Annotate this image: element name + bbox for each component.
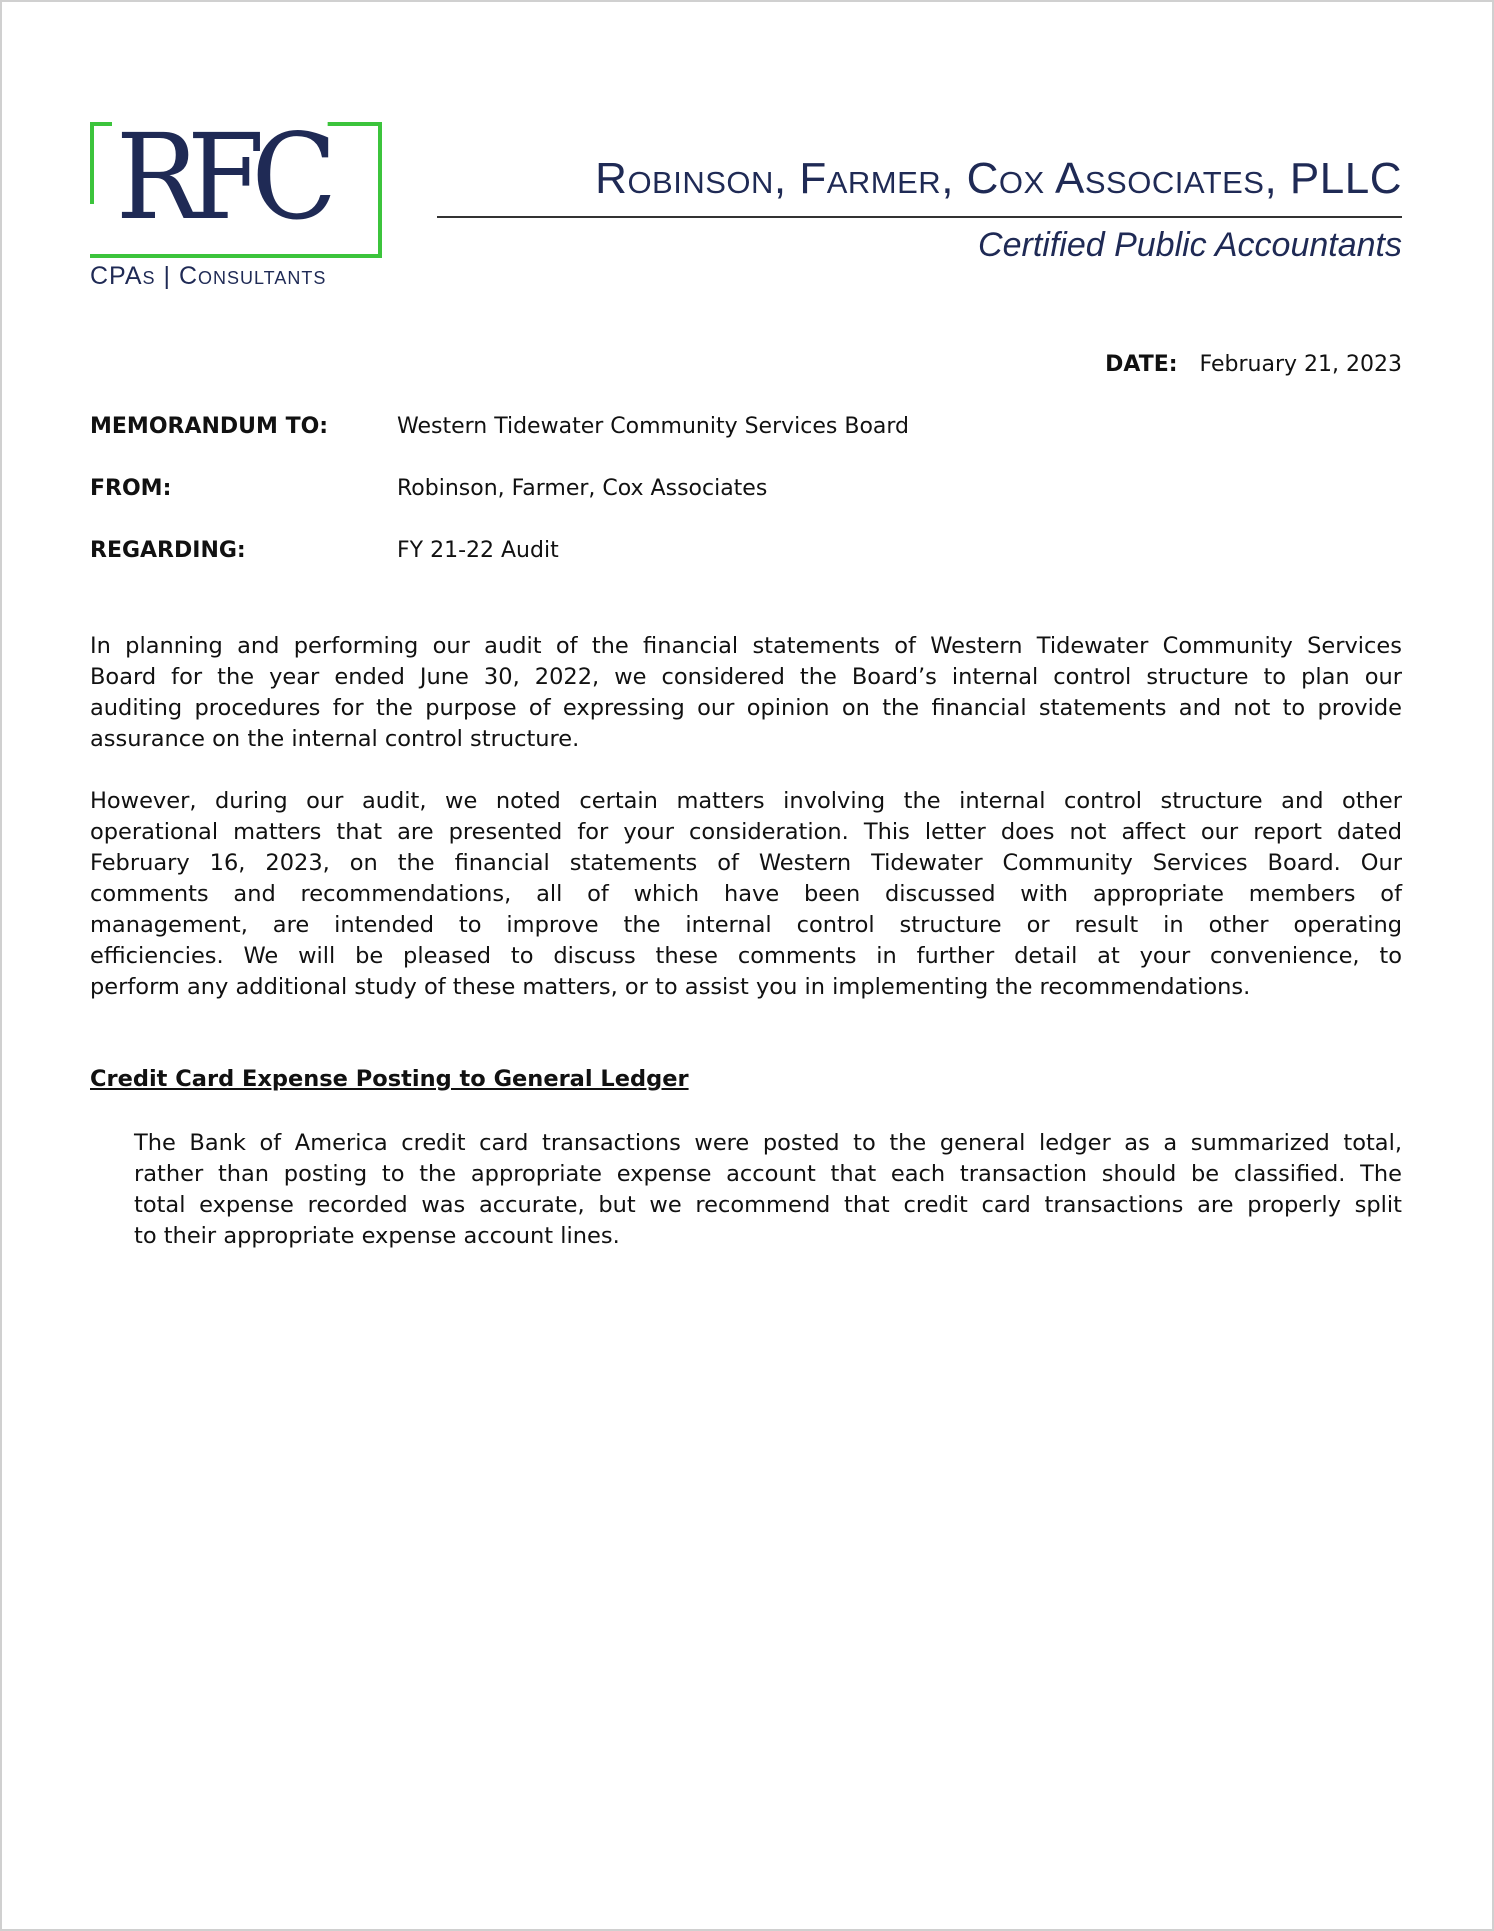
paragraph-line: The Bank of America credit card transactions were posted to the general ledger as a summarized total, bbox=[134, 1130, 1402, 1156]
paragraph-line: to their appropriate expense account lines. bbox=[134, 1223, 620, 1249]
memo-from-value: Robinson, Farmer, Cox Associates bbox=[397, 476, 768, 501]
memo-to-label: MEMORANDUM TO: bbox=[90, 414, 329, 439]
section-heading: Credit Card Expense Posting to General Ledger bbox=[90, 1066, 689, 1092]
firm-name: Robinson, Farmer, Cox Associates, PLLC bbox=[595, 154, 1402, 203]
paragraph-line: operational matters that are presented for your consideration. This letter does not affect our report dated bbox=[90, 819, 1402, 845]
logo-frame-left bbox=[90, 122, 94, 204]
memo-regarding-value: FY 21-22 Audit bbox=[397, 538, 559, 563]
memo-to-value: Western Tidewater Community Services Board bbox=[397, 414, 910, 439]
paragraph-line: However, during our audit, we noted certain matters involving the internal control structure and other bbox=[90, 788, 1402, 814]
memo-from-label: FROM: bbox=[90, 476, 172, 501]
date-value: February 21, 2023 bbox=[1199, 352, 1402, 377]
paragraph-line: comments and recommendations, all of which have been discussed with appropriate members of bbox=[90, 881, 1402, 907]
paragraph-line: total expense recorded was accurate, but we recommend that credit card transactions are properly split bbox=[134, 1192, 1402, 1218]
paragraph-line: rather than posting to the appropriate expense account that each transaction should be classified. The bbox=[134, 1161, 1402, 1187]
paragraph-line: management, are intended to improve the internal control structure or result in other operating bbox=[90, 912, 1402, 938]
date-label: DATE: bbox=[1105, 352, 1178, 377]
intro-paragraph bbox=[90, 631, 1402, 755]
firm-tagline: Certified Public Accountants bbox=[978, 226, 1402, 264]
logo-letters: RFC bbox=[112, 118, 328, 236]
credit-card-paragraph bbox=[134, 1128, 1402, 1252]
paragraph-line: efficiencies. We will be pleased to discuss these comments in further detail at your convenience, to bbox=[90, 943, 1402, 969]
paragraph-line: Board for the year ended June 30, 2022, we considered the Board’s internal control structure to plan our bbox=[90, 664, 1402, 690]
paragraph-line: In planning and performing our audit of the financial statements of Western Tidewater Community Services bbox=[90, 633, 1402, 659]
paragraph-line: auditing procedures for the purpose of expressing our opinion on the financial statements and not to provide bbox=[90, 695, 1402, 721]
memo-regarding-label: REGARDING: bbox=[90, 538, 246, 563]
matters-paragraph bbox=[90, 786, 1402, 1003]
paragraph-line: February 16, 2023, on the financial statements of Western Tidewater Community Services Board. Our bbox=[90, 850, 1402, 876]
paragraph-line: assurance on the internal control structure. bbox=[90, 726, 580, 752]
paragraph-line: perform any additional study of these matters, or to assist you in implementing the recommendations. bbox=[90, 974, 1251, 1000]
logo-subtitle: CPAs | Consultants bbox=[90, 262, 327, 290]
memo-date bbox=[1105, 352, 1402, 377]
letterhead-divider bbox=[437, 216, 1402, 218]
